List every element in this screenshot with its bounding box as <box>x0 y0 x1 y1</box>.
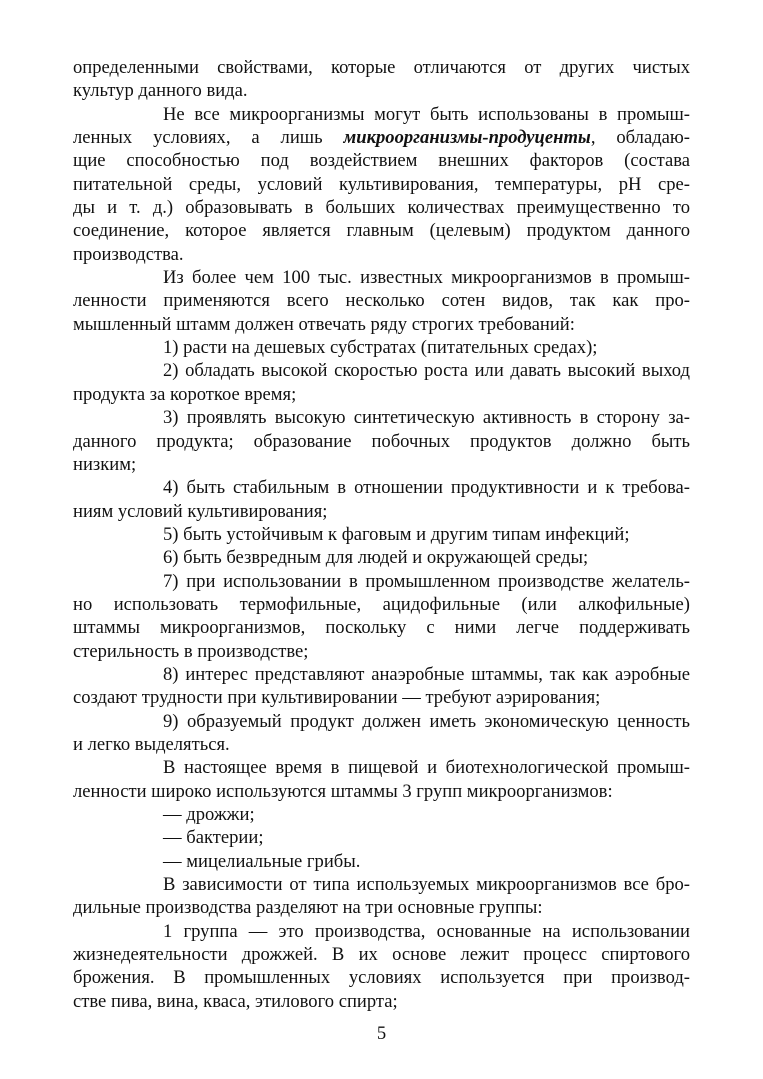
text-line: определенными свойствами, которые отличаются от других чистых <box>73 57 690 78</box>
text-line: щие способностью под воздействием внешних факторов (состава <box>73 150 690 172</box>
text-line: 4) быть стабильным в отношении продуктивности и к требова- <box>163 477 690 499</box>
text-line: 7) при использовании в промышленном производстве желатель- <box>163 570 690 592</box>
text-line: низким; <box>73 453 137 475</box>
text-line: производства. <box>73 243 184 265</box>
text-line: В зависимости от типа используемых микроорганизмов все бро- <box>163 874 690 896</box>
text-line: 2) обладать высокой скоростью роста или давать высокий выход <box>163 360 690 382</box>
text-line: жизнедеятельности дрожжей. В их основе лежит процесс спиртового <box>73 944 690 966</box>
text-line: создают трудности при культивировании — требуют аэрирования; <box>73 687 601 709</box>
text-segment: ленных условиях, а лишь <box>73 127 344 149</box>
text-line: 9) образуемый продукт должен иметь экономическую ценность <box>163 710 690 732</box>
text-line: 5) быть устойчивым к фаговым и другим типам инфекций; <box>163 523 630 545</box>
text-line: стве пива, вина, кваса, этилового спирта; <box>73 990 398 1012</box>
page-body <box>73 56 690 1013</box>
key-term: микроорганизмы-продуценты <box>343 127 591 149</box>
text-line: но использовать термофильные, ацидофильные (или алкофильные) <box>73 593 690 615</box>
text-line: штаммы микроорганизмов, поскольку с ними легче поддерживать <box>73 617 690 639</box>
page-number: 5 <box>376 1023 387 1044</box>
text-line: брожения. В промышленных условиях используется при производ- <box>73 967 690 989</box>
text-line: и легко выделяться. <box>73 733 230 755</box>
text-line: В настоящее время в пищевой и биотехнологической промыш- <box>163 757 690 779</box>
text-line: 1 группа — это производства, основанные на использовании <box>163 920 690 942</box>
text-line: Из более чем 100 тыс. известных микроорганизмов в промыш- <box>163 267 690 289</box>
text-line: ниям условий культивирования; <box>73 500 328 522</box>
text-line: продукта за короткое время; <box>73 383 297 405</box>
text-line: культур данного вида. <box>73 80 248 102</box>
text-line: мышленный штамм должен отвечать ряду строгих требований: <box>73 313 575 335</box>
text-line: 8) интерес представляют анаэробные штаммы, так как аэробные <box>163 663 690 685</box>
text-line: — мицелиальные грибы. <box>163 850 361 872</box>
text-line: дильные производства разделяют на три основные группы: <box>73 897 543 919</box>
text-line: стерильность в производстве; <box>73 640 309 662</box>
text-line: ленности широко используются штаммы 3 групп микроорганизмов: <box>73 780 613 802</box>
text-line: данного продукта; образование побочных продуктов должно быть <box>73 430 690 452</box>
text-line: — дрожжи; <box>163 804 255 825</box>
text-line: Не все микроорганизмы могут быть использованы в промыш- <box>163 103 690 125</box>
text-line <box>73 126 690 149</box>
text-line: ленности применяются всего несколько сотен видов, так как про- <box>73 290 690 312</box>
text-line: 1) расти на дешевых субстратах (питательных средах); <box>163 337 598 359</box>
text-line: ды и т. д.) образовывать в больших количествах преимущественно то <box>73 197 690 219</box>
text-line: — бактерии; <box>163 827 264 849</box>
text-line: 3) проявлять высокую синтетическую активность в сторону за- <box>163 407 690 429</box>
text-line: соединение, которое является главным (целевым) продуктом данного <box>73 220 690 242</box>
text-line: питательной среды, условий культивирования, температуры, pH сре- <box>73 173 690 195</box>
text-line: 6) быть безвредным для людей и окружающей среды; <box>163 547 589 569</box>
text-segment: , обладаю- <box>590 127 690 149</box>
